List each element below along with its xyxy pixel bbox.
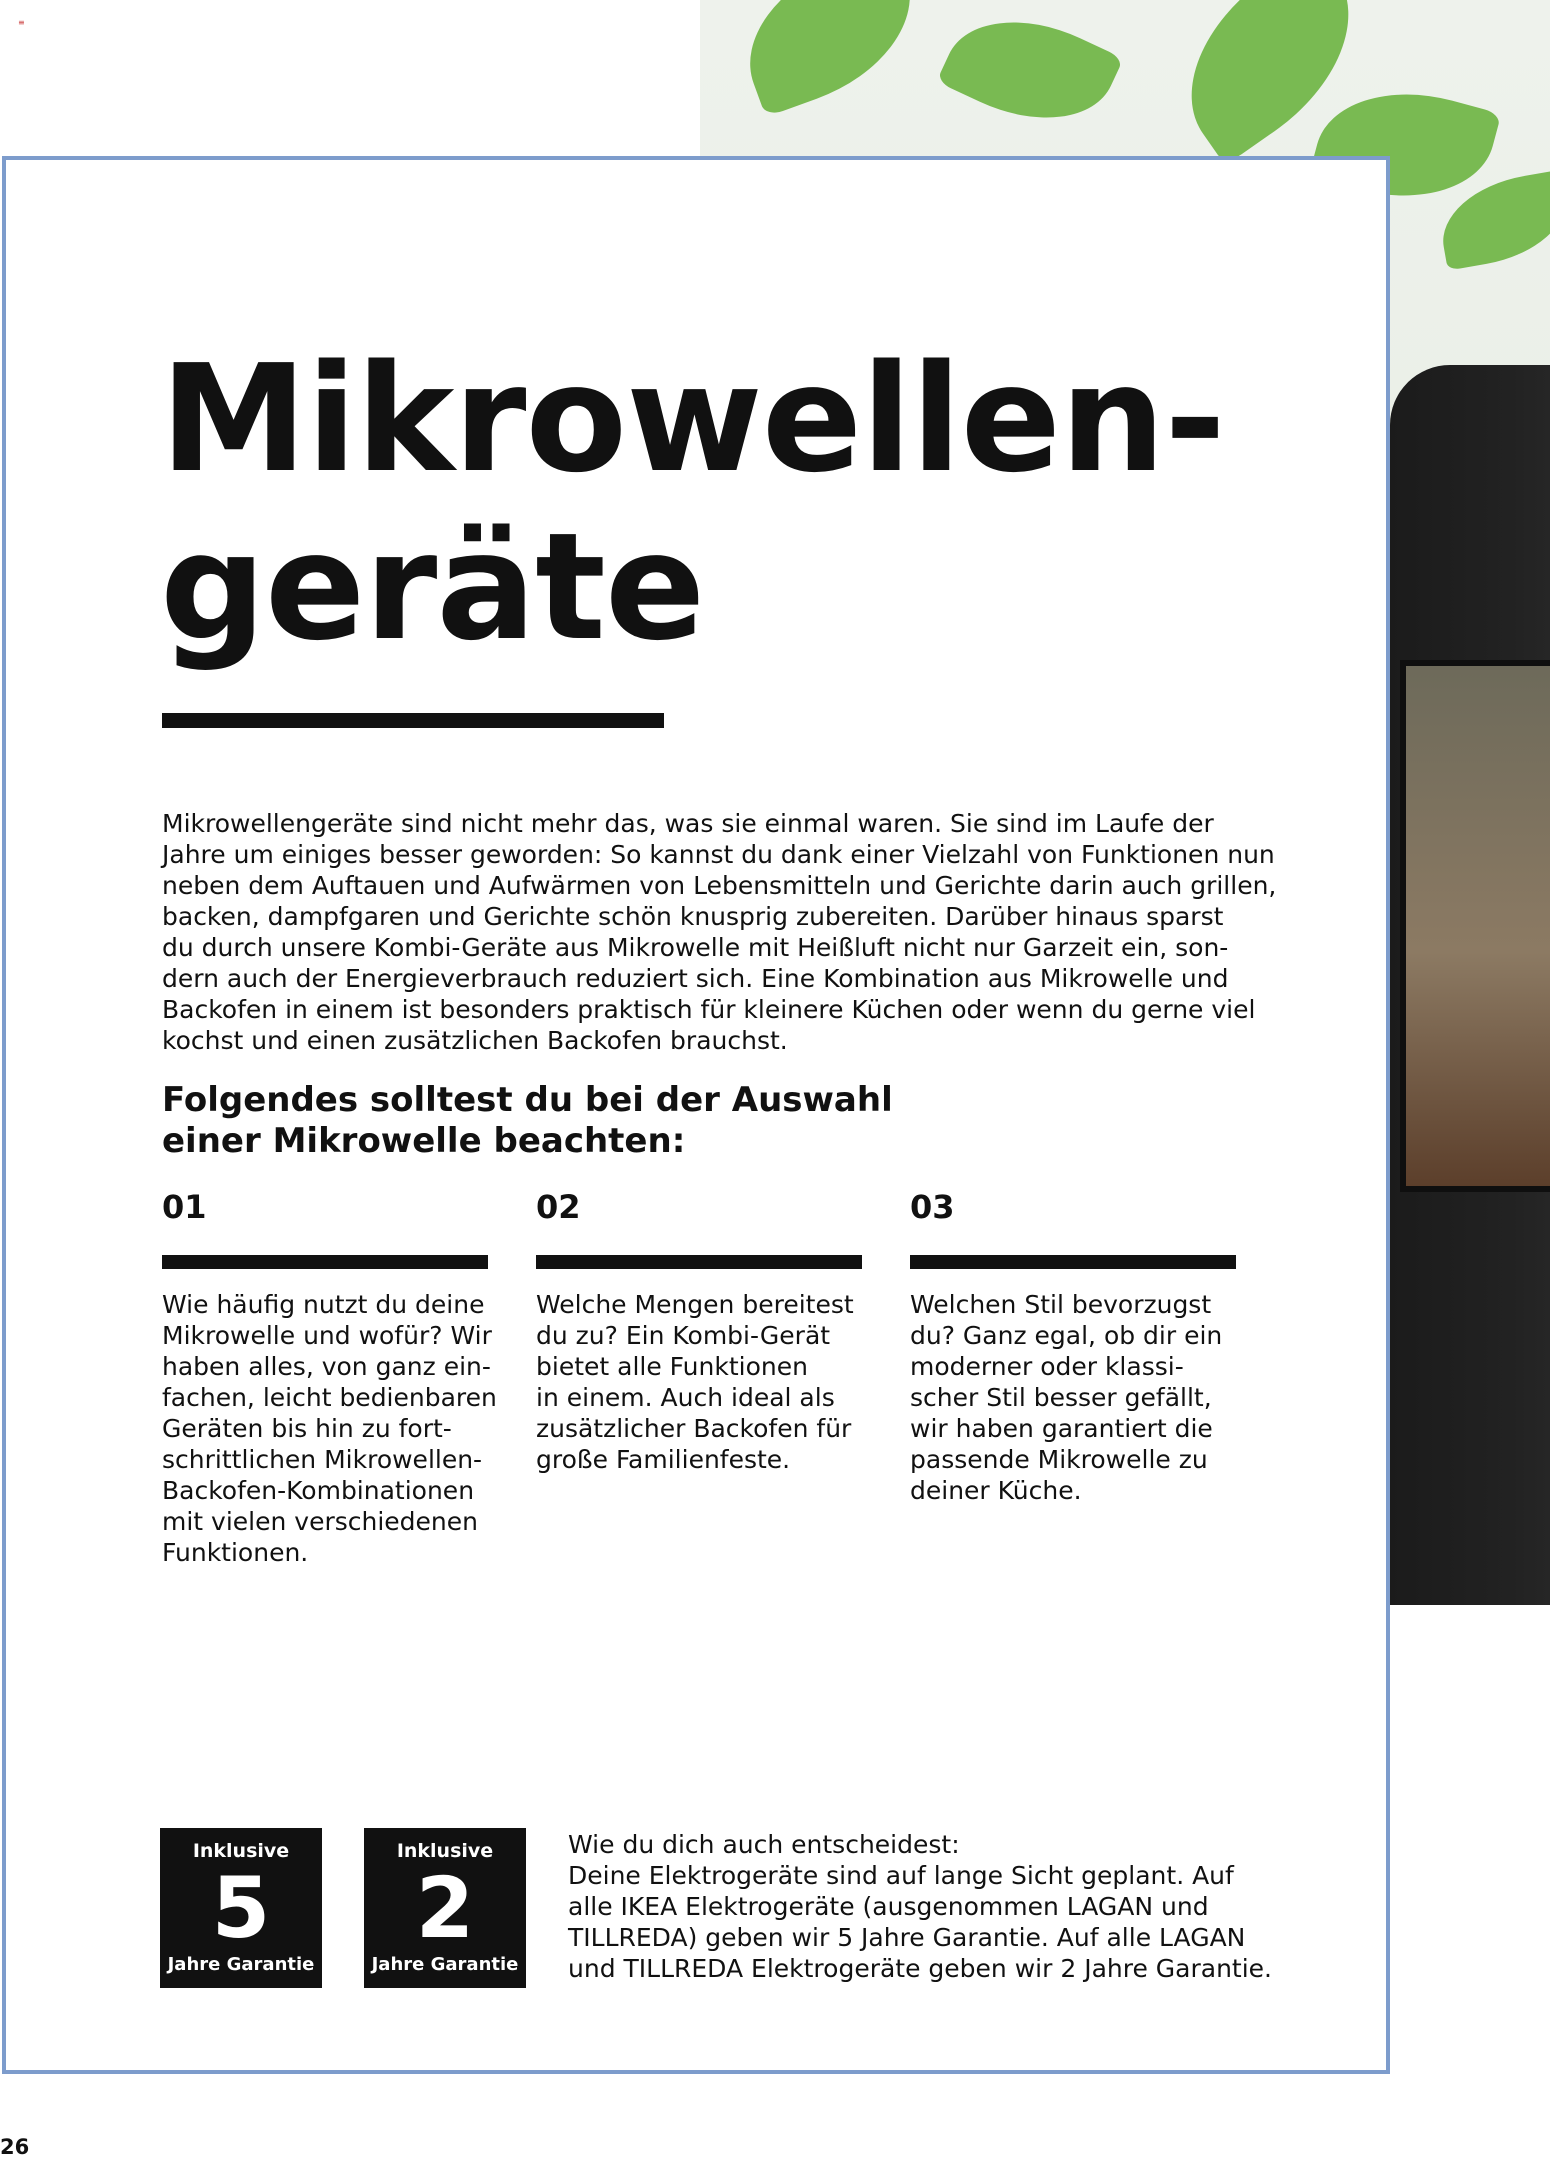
tip-line: passende Mikrowelle zu bbox=[910, 1445, 1208, 1474]
tip-rule bbox=[536, 1255, 862, 1269]
intro-line: neben dem Auftauen und Aufwärmen von Lebensmitteln und Gerichte darin auch grillen, bbox=[162, 871, 1277, 900]
tip-line: moderner oder klassi- bbox=[910, 1352, 1184, 1381]
guarantee-text bbox=[568, 1829, 1368, 1984]
tip-line: haben alles, von ganz ein- bbox=[162, 1352, 491, 1381]
tip-line: Backofen-Kombinationen bbox=[162, 1476, 475, 1505]
intro-paragraph bbox=[162, 808, 1277, 1056]
intro-line: du durch unsere Kombi-Geräte aus Mikrowelle mit Heißluft nicht nur Garzeit ein, son- bbox=[162, 933, 1229, 962]
guarantee-line: Deine Elektrogeräte sind auf lange Sicht geplant. Auf bbox=[568, 1861, 1234, 1890]
tip-line: Funktionen. bbox=[162, 1538, 309, 1567]
tip-text bbox=[162, 1289, 497, 1568]
corner-mark: ≡ bbox=[18, 18, 25, 27]
intro-line: Mikrowellengeräte sind nicht mehr das, was sie einmal waren. Sie sind im Laufe der bbox=[162, 809, 1214, 838]
tip-line: Welchen Stil bevorzugst bbox=[910, 1290, 1212, 1319]
tip-line: schrittlichen Mikrowellen- bbox=[162, 1445, 483, 1474]
intro-line: dern auch der Energieverbrauch reduziert sich. Eine Kombination aus Mikrowelle und bbox=[162, 964, 1229, 993]
guarantee-line: Wie du dich auch entscheidest: bbox=[568, 1830, 960, 1859]
tip-line: Wie häufig nutzt du deine bbox=[162, 1290, 485, 1319]
tip-number: 02 bbox=[536, 1188, 581, 1226]
intro-line: Jahre um einiges besser geworden: So kannst du dank einer Vielzahl von Funktionen nun bbox=[162, 840, 1275, 869]
title-line: geräte bbox=[160, 501, 705, 673]
page-title bbox=[160, 335, 1260, 671]
microwave-window bbox=[1400, 660, 1550, 1192]
badge-number: 2 bbox=[415, 1859, 475, 1957]
intro-line: Backofen in einem ist besonders praktisch für kleinere Küchen oder wenn du gerne viel bbox=[162, 995, 1256, 1024]
leaf-shape bbox=[936, 0, 1123, 149]
title-underline bbox=[162, 713, 664, 728]
guarantee-line: und TILLREDA Elektrogeräte geben wir 2 Jahre Garantie. bbox=[568, 1954, 1273, 1983]
guarantee-line: alle IKEA Elektrogeräte (ausgenommen LAGAN und bbox=[568, 1892, 1209, 1921]
badge-top-label: Inklusive bbox=[192, 1840, 290, 1862]
tip-column bbox=[162, 1187, 497, 1568]
heading-line: Folgendes solltest du bei der Auswahl bbox=[162, 1080, 893, 1120]
page-number: 26 bbox=[0, 2135, 30, 2159]
tip-line: du? Ganz egal, ob dir ein bbox=[910, 1321, 1223, 1350]
tip-line: du zu? Ein Kombi-Gerät bbox=[536, 1321, 831, 1350]
badge-bottom-label: Jahre Garantie bbox=[167, 1954, 315, 1975]
title-line: Mikrowellen- bbox=[160, 333, 1225, 505]
tip-line: scher Stil besser gefällt, bbox=[910, 1383, 1212, 1412]
badge-bottom-label: Jahre Garantie bbox=[371, 1954, 519, 1975]
tip-line: große Familienfeste. bbox=[536, 1445, 791, 1474]
heading-line: einer Mikrowelle beachten: bbox=[162, 1121, 686, 1161]
tip-line: deiner Küche. bbox=[910, 1476, 1082, 1505]
tip-line: Mikrowelle und wofür? Wir bbox=[162, 1321, 492, 1350]
tip-line: fachen, leicht bedienbaren bbox=[162, 1383, 497, 1412]
tip-number: 03 bbox=[910, 1188, 955, 1226]
tip-line: Welche Mengen bereitest bbox=[536, 1290, 854, 1319]
tip-line: bietet alle Funktionen bbox=[536, 1352, 808, 1381]
guarantee-line: TILLREDA) geben wir 5 Jahre Garantie. Auf alle LAGAN bbox=[568, 1923, 1246, 1952]
warranty-badge-5 bbox=[160, 1828, 322, 1988]
tip-column bbox=[536, 1187, 862, 1475]
badge-top-label: Inklusive bbox=[396, 1840, 494, 1862]
tip-rule bbox=[162, 1255, 488, 1269]
tip-text bbox=[910, 1289, 1236, 1506]
tip-rule bbox=[910, 1255, 1236, 1269]
intro-line: backen, dampfgaren und Gerichte schön knusprig zubereiten. Darüber hinaus sparst bbox=[162, 902, 1224, 931]
tip-line: mit vielen verschiedenen bbox=[162, 1507, 479, 1536]
tip-line: zusätzlicher Backofen für bbox=[536, 1414, 852, 1443]
warranty-badge-2 bbox=[364, 1828, 526, 1988]
tip-line: wir haben garantiert die bbox=[910, 1414, 1213, 1443]
section-heading bbox=[162, 1080, 1062, 1162]
intro-line: kochst und einen zusätzlichen Backofen brauchst. bbox=[162, 1026, 788, 1055]
tip-number: 01 bbox=[162, 1188, 207, 1226]
leaf-shape bbox=[725, 0, 935, 117]
tip-column bbox=[910, 1187, 1236, 1506]
badge-number: 5 bbox=[211, 1859, 271, 1957]
tip-line: Geräten bis hin zu fort- bbox=[162, 1414, 452, 1443]
tip-text bbox=[536, 1289, 862, 1475]
tip-line: in einem. Auch ideal als bbox=[536, 1383, 835, 1412]
